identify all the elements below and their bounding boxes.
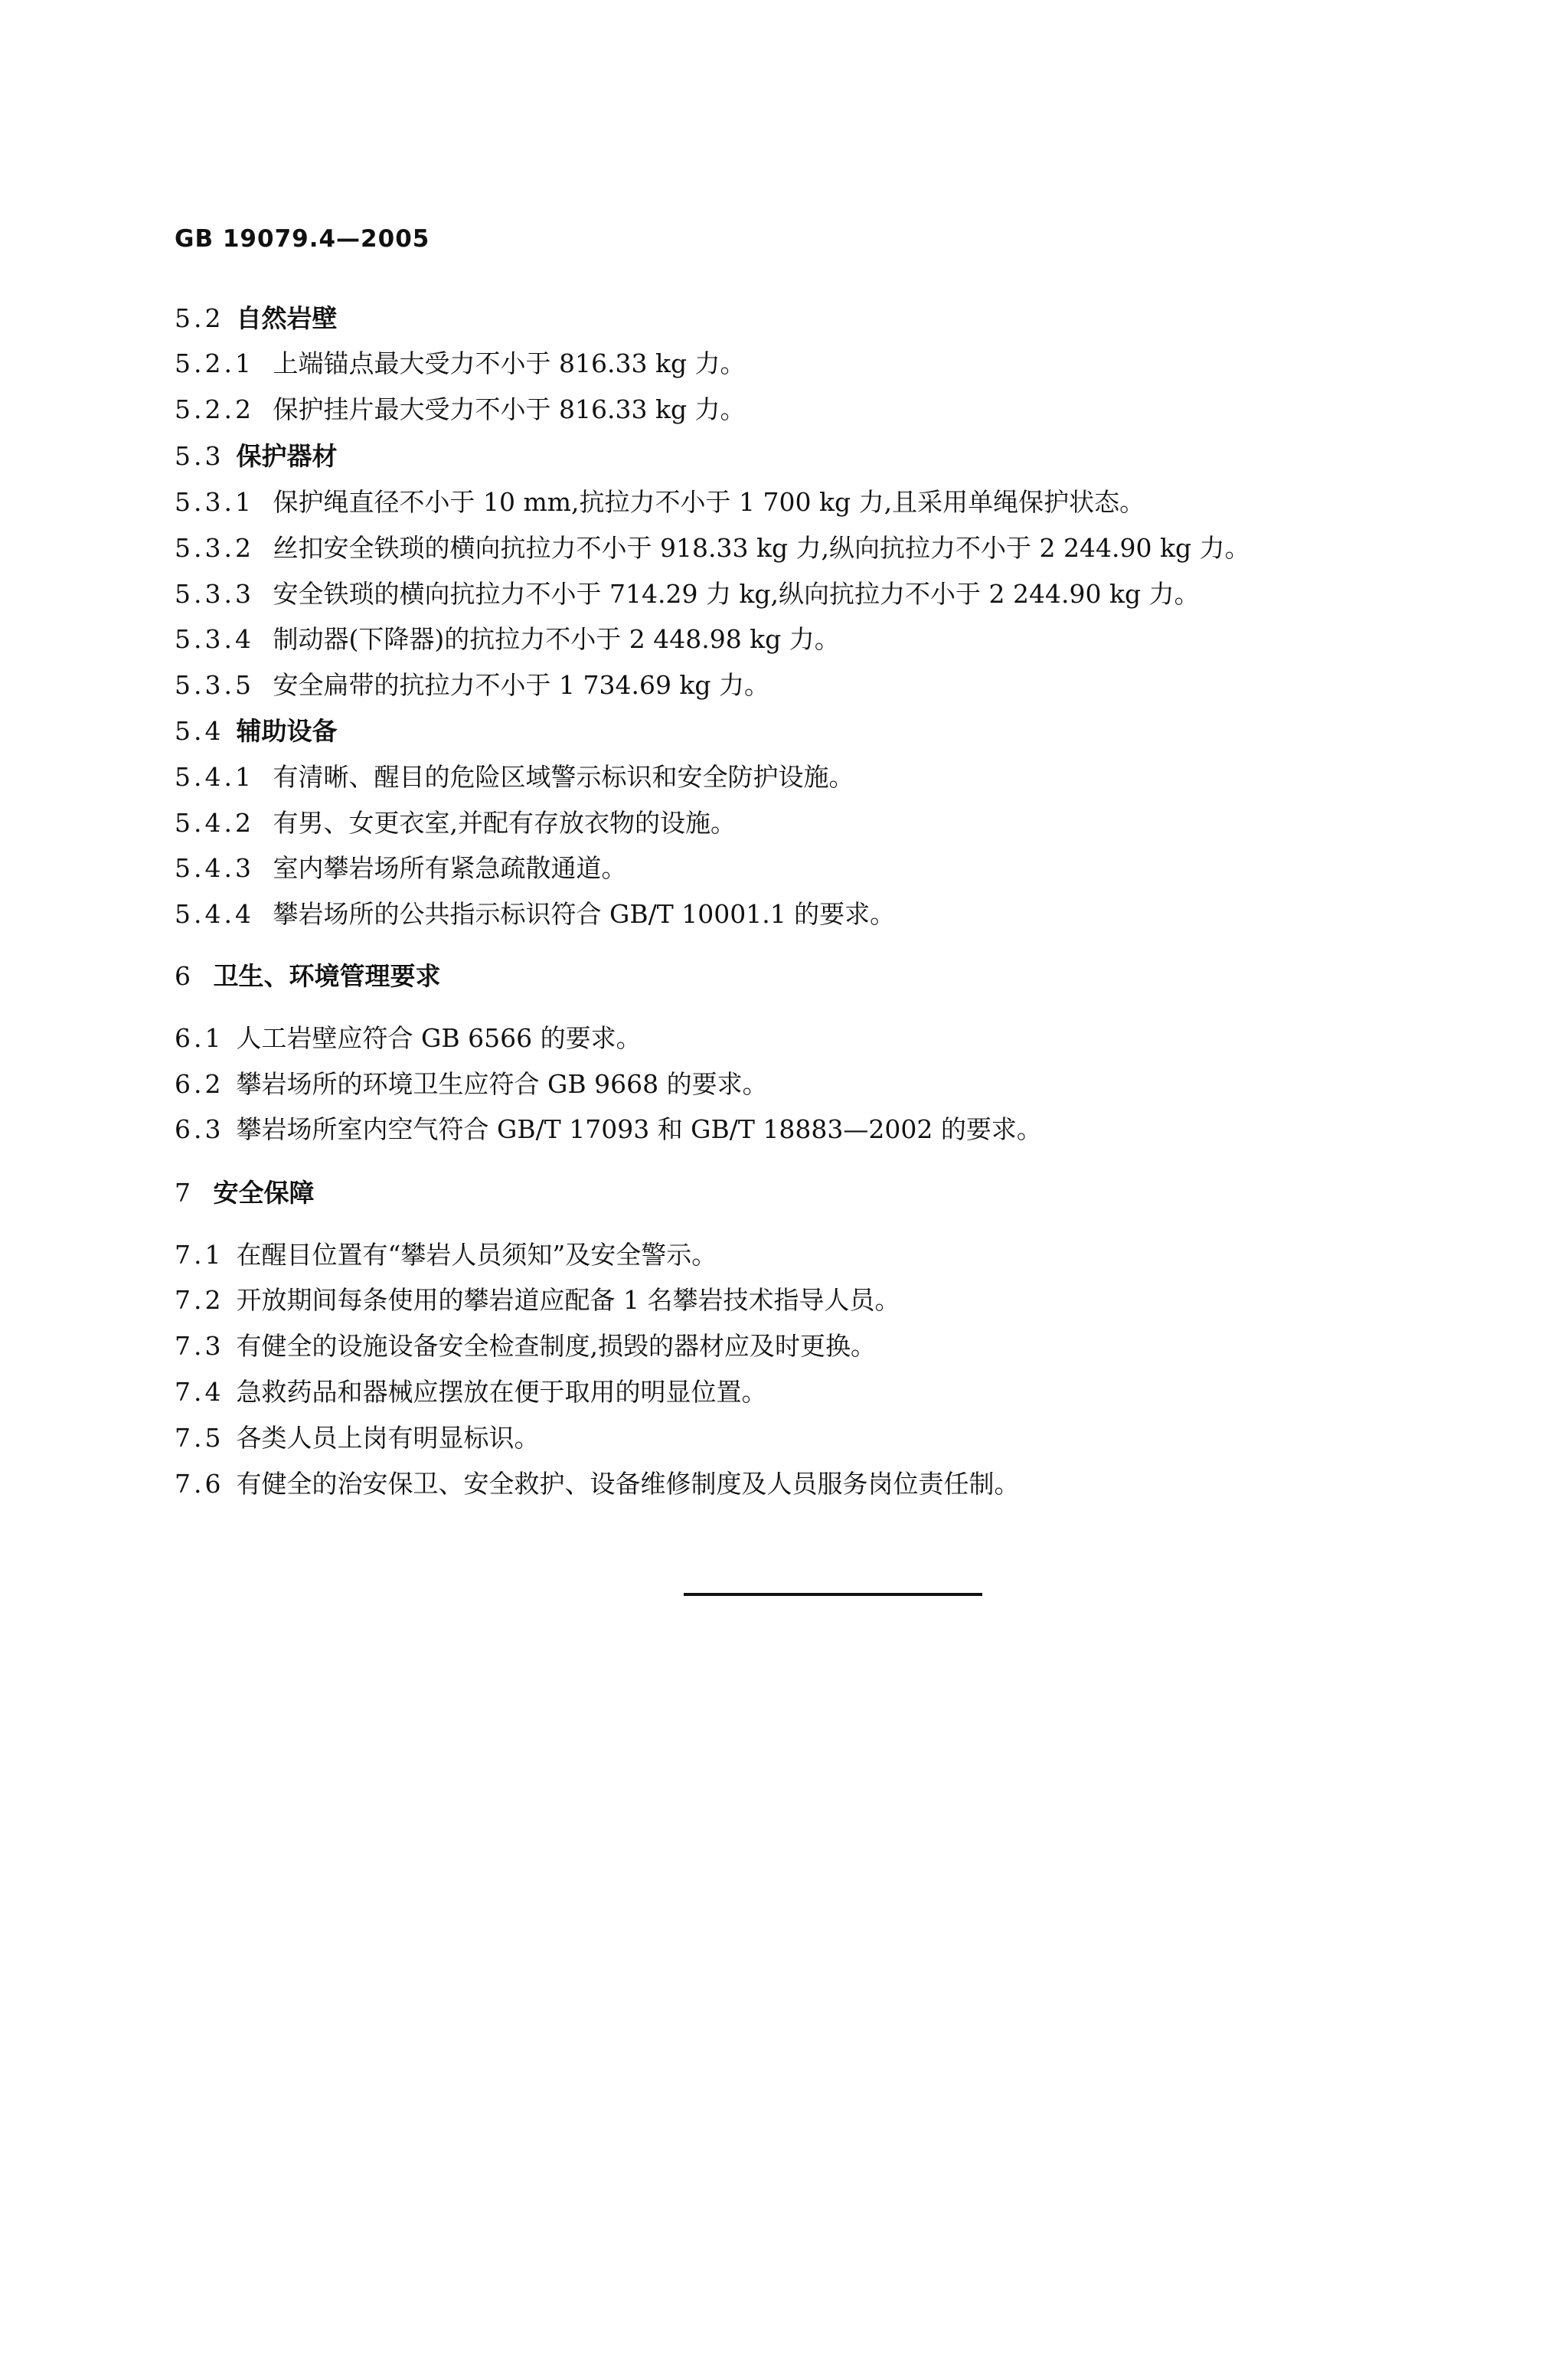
clause-line xyxy=(175,1467,1020,1501)
clause-number: 5.3.5 xyxy=(175,670,254,700)
clause-text: 安全铁琐的横向抗拉力不小于 714.29 力 kg,纵向抗拉力不小于 2 244.90 kg 力。 xyxy=(273,579,1200,609)
clause-text: 有健全的治安保卫、安全救护、设备维修制度及人员服务岗位责任制。 xyxy=(236,1469,1020,1499)
clause-text: 丝扣安全铁琐的横向抗拉力不小于 918.33 kg 力,纵向抗拉力不小于 2 244.90 kg 力。 xyxy=(273,533,1250,563)
chapter-number: 7 xyxy=(175,1178,194,1208)
clause-text: 有健全的设施设备安全检查制度,损毁的器材应及时更换。 xyxy=(236,1331,876,1361)
clause-text: 各类人员上岗有明显标识。 xyxy=(236,1423,540,1453)
section-title: 自然岩壁 xyxy=(236,303,338,333)
clause-number: 7.3 xyxy=(175,1331,224,1361)
clause-text: 攀岩场所的公共指示标识符合 GB/T 10001.1 的要求。 xyxy=(273,899,896,929)
clause-line xyxy=(175,347,746,381)
clause-text: 保护绳直径不小于 10 mm,抗拉力不小于 1 700 kg 力,且采用单绳保护状态。 xyxy=(273,487,1145,517)
clause-line xyxy=(175,393,746,427)
clause-line xyxy=(175,1329,876,1363)
clause-line xyxy=(175,623,840,656)
clause-number: 5.3.2 xyxy=(175,533,254,563)
clause-line xyxy=(175,486,1145,519)
clause-line xyxy=(175,1284,900,1317)
clause-text: 攀岩场所的环境卫生应符合 GB 9668 的要求。 xyxy=(236,1069,768,1099)
chapter-title: 安全保障 xyxy=(213,1178,315,1208)
clause-text: 室内攀岩场所有紧急疏散通道。 xyxy=(273,853,627,883)
clause-line xyxy=(175,806,736,840)
section-number: 5.2 xyxy=(175,303,224,333)
clause-line xyxy=(175,1375,767,1409)
clause-line xyxy=(175,852,627,885)
clause-number: 5.3.1 xyxy=(175,487,254,517)
chapter-title: 卫生、环境管理要求 xyxy=(213,961,441,991)
clause-number: 5.4.4 xyxy=(175,899,254,929)
chapter-heading xyxy=(175,960,441,993)
clause-line xyxy=(175,1113,1042,1146)
clause-line xyxy=(175,898,895,931)
chapter-heading xyxy=(175,1176,315,1210)
clause-number: 7.1 xyxy=(175,1240,224,1270)
clause-text: 在醒目位置有“攀岩人员须知”及安全警示。 xyxy=(236,1240,717,1270)
clause-text: 保护挂片最大受力不小于 816.33 kg 力。 xyxy=(273,394,746,424)
clause-number: 7.4 xyxy=(175,1377,224,1407)
clause-number: 5.2.2 xyxy=(175,394,254,424)
section-heading xyxy=(175,715,338,748)
clause-text: 急救药品和器械应摆放在便于取用的明显位置。 xyxy=(236,1377,767,1407)
clause-text: 开放期间每条使用的攀岩道应配备 1 名攀岩技术指导人员。 xyxy=(236,1285,900,1315)
clause-line xyxy=(175,1421,540,1455)
clause-text: 人工岩壁应符合 GB 6566 的要求。 xyxy=(236,1023,642,1053)
section-title: 辅助设备 xyxy=(236,716,338,746)
clause-number: 5.3.4 xyxy=(175,624,254,654)
clause-line xyxy=(175,577,1200,611)
standard-number-header: GB 19079.4—2005 xyxy=(175,225,430,253)
clause-line xyxy=(175,531,1250,565)
clause-line xyxy=(175,760,854,794)
clause-number: 5.4.1 xyxy=(175,762,254,792)
end-of-document-rule xyxy=(684,1593,982,1596)
section-heading xyxy=(175,440,338,473)
clause-text: 有清晰、醒目的危险区域警示标识和安全防护设施。 xyxy=(273,762,854,792)
clause-number: 6.1 xyxy=(175,1023,224,1053)
clause-line xyxy=(175,1068,768,1101)
clause-number: 7.5 xyxy=(175,1423,224,1453)
clause-text: 安全扁带的抗拉力不小于 1 734.69 kg 力。 xyxy=(273,670,770,700)
clause-number: 5.4.3 xyxy=(175,853,254,883)
clause-number: 7.6 xyxy=(175,1469,224,1499)
clause-number: 5.3.3 xyxy=(175,579,254,609)
section-number: 5.3 xyxy=(175,441,224,471)
section-number: 5.4 xyxy=(175,716,224,746)
clause-number: 6.2 xyxy=(175,1069,224,1099)
section-heading xyxy=(175,302,338,335)
clause-number: 7.2 xyxy=(175,1285,224,1315)
section-title: 保护器材 xyxy=(236,441,338,471)
chapter-number: 6 xyxy=(175,961,194,991)
clause-line xyxy=(175,669,769,702)
clause-text: 制动器(下降器)的抗拉力不小于 2 448.98 kg 力。 xyxy=(273,624,840,654)
clause-line xyxy=(175,1238,717,1272)
clause-number: 5.4.2 xyxy=(175,808,254,838)
clause-text: 攀岩场所室内空气符合 GB/T 17093 和 GB/T 18883—2002 的要求。 xyxy=(236,1114,1042,1144)
clause-line xyxy=(175,1022,642,1055)
clause-text: 有男、女更衣室,并配有存放衣物的设施。 xyxy=(273,808,736,838)
clause-number: 6.3 xyxy=(175,1114,224,1144)
clause-text: 上端锚点最大受力不小于 816.33 kg 力。 xyxy=(273,348,746,378)
clause-number: 5.2.1 xyxy=(175,348,254,378)
